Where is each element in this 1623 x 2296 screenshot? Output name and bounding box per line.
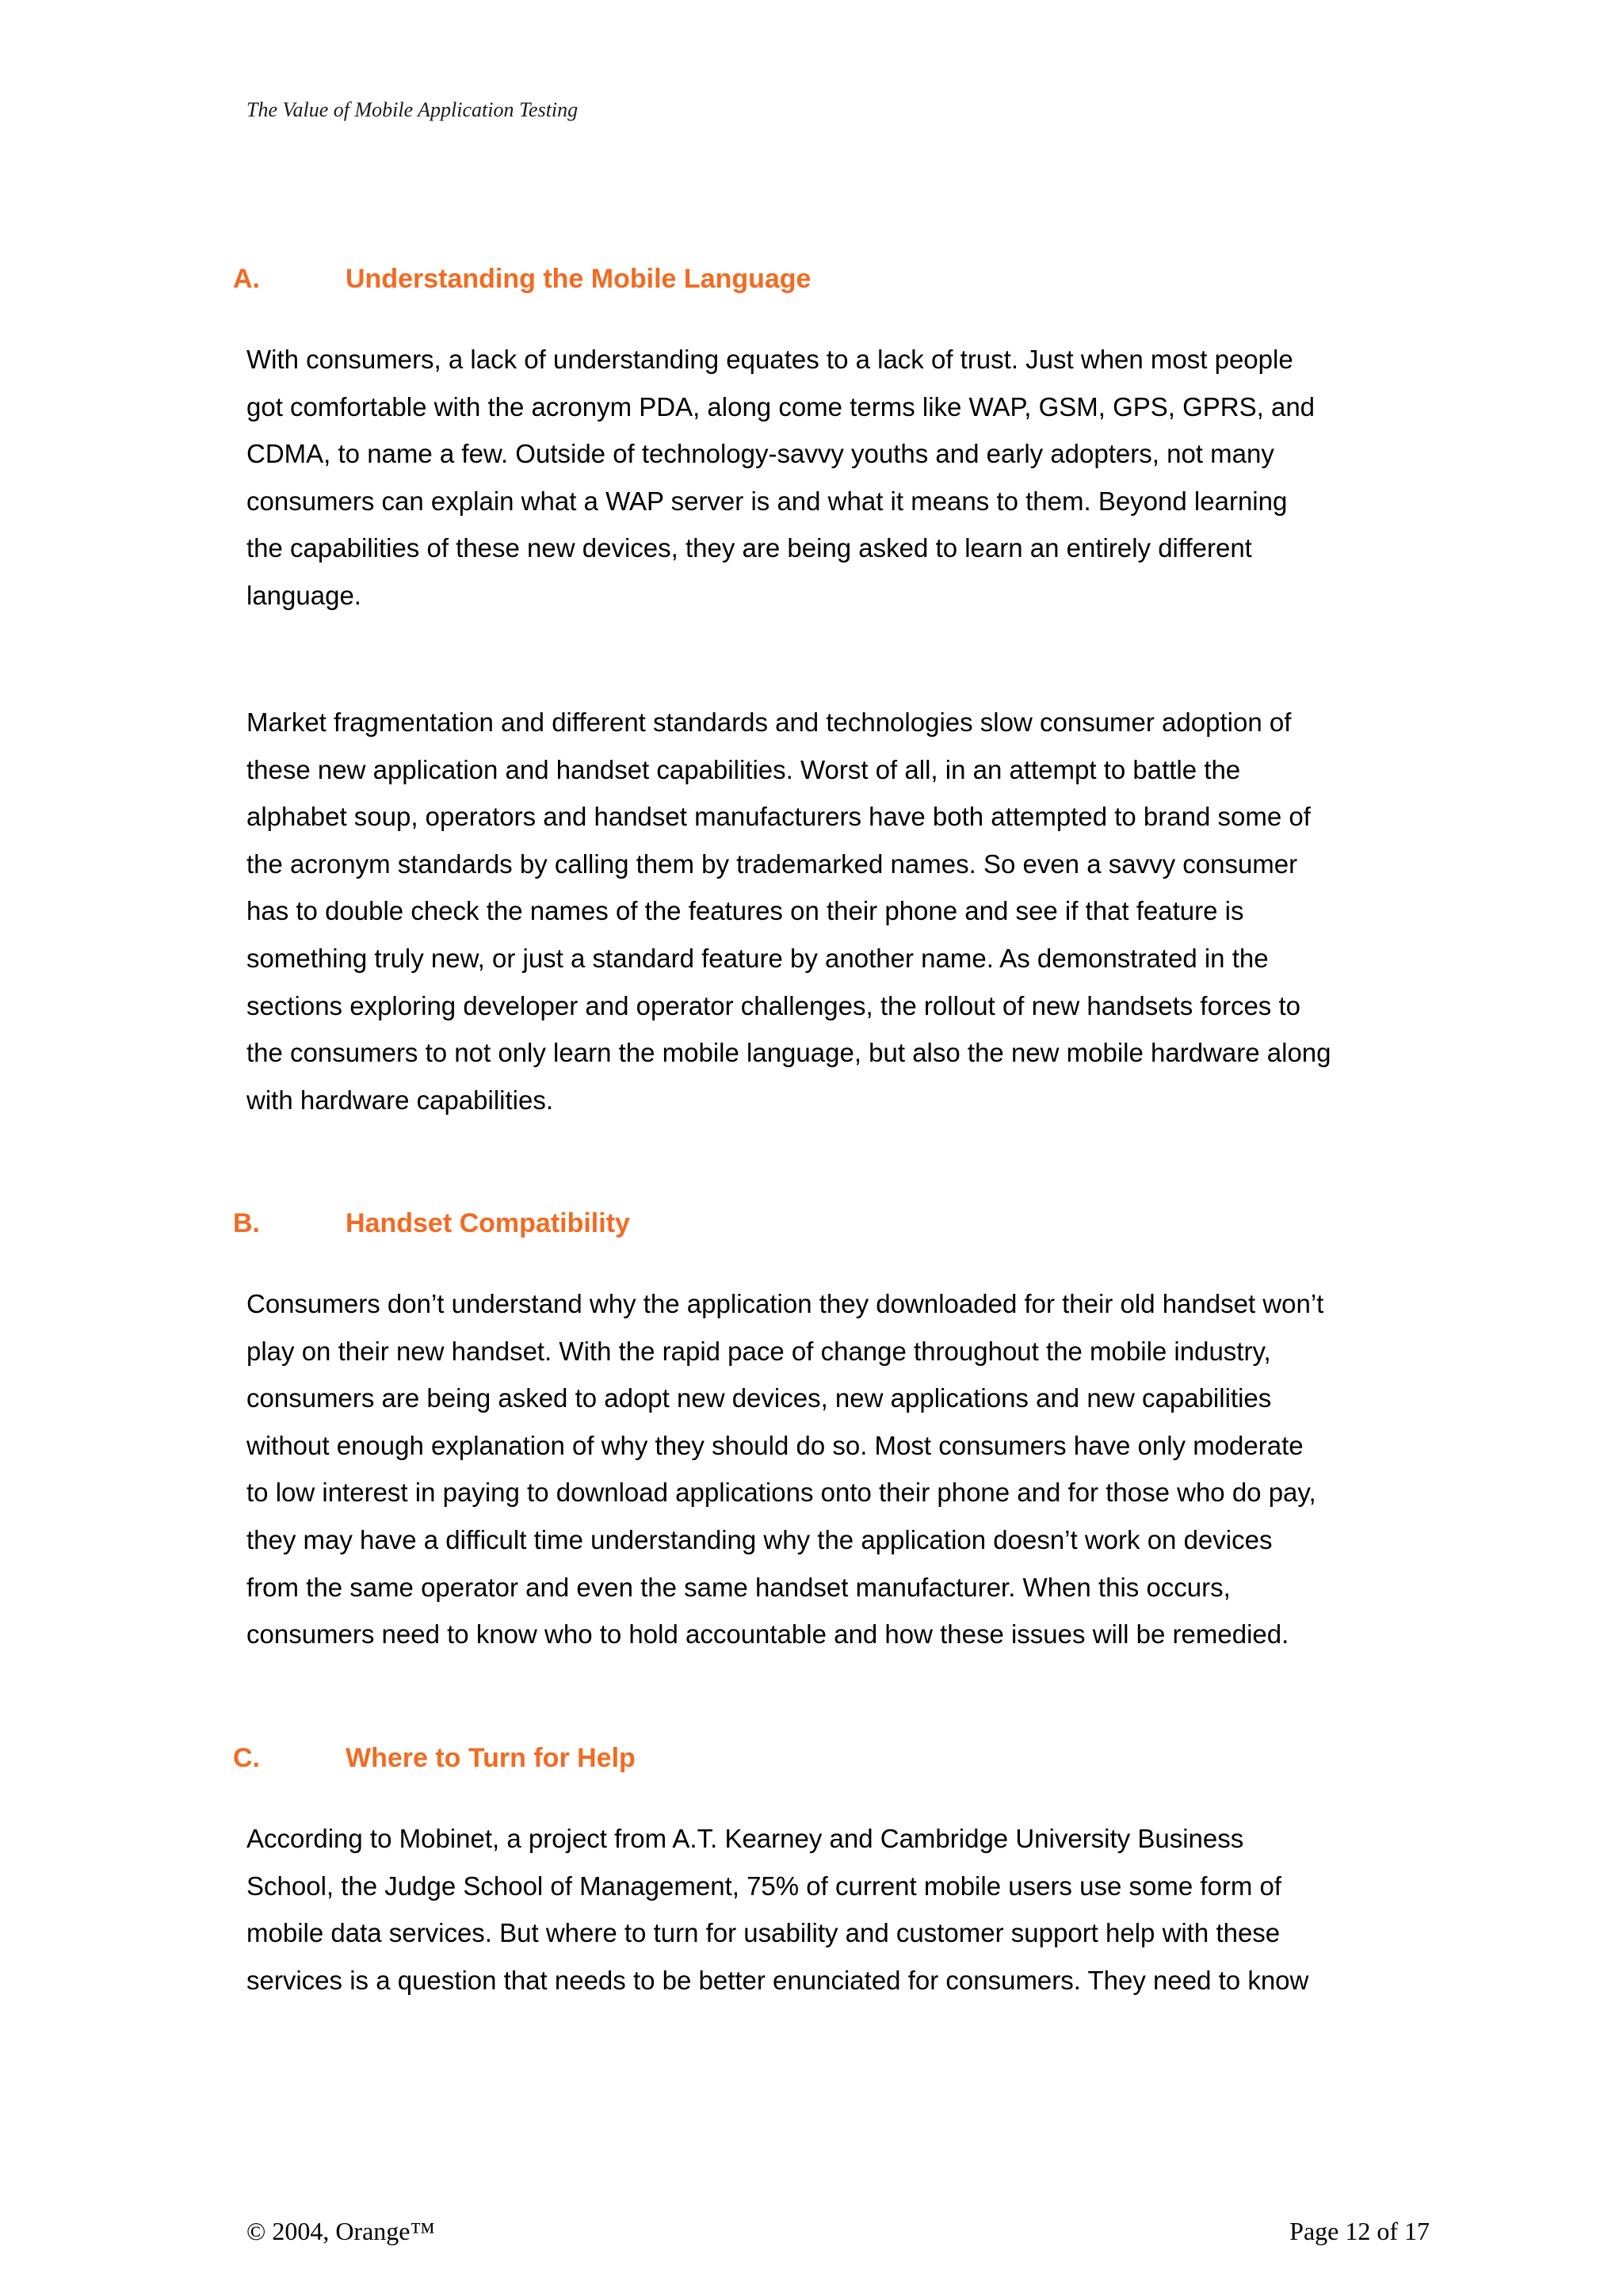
section-letter: B. (233, 1208, 260, 1238)
text-line: Market fragmentation and different standards and technologies slow consumer adoption of (246, 707, 1292, 737)
text-line: consumers are being asked to adopt new devices, new applications and new capabilities (246, 1383, 1272, 1413)
text-line: CDMA, to name a few. Outside of technology-savvy youths and early adopters, not many (246, 439, 1274, 469)
text-line: alphabet soup, operators and handset manufacturers have both attempted to brand some of (246, 802, 1311, 832)
text-line: services is a question that needs to be better enunciated for consumers. They need to know (246, 1965, 1309, 1995)
paragraph (246, 699, 1331, 1123)
text-line: School, the Judge School of Management, 75% of current mobile users use some form of (246, 1871, 1282, 1901)
text-line: consumers need to know who to hold accountable and how these issues will be remedied. (246, 1619, 1289, 1650)
text-line: the acronym standards by calling them by trademarked names. So even a savvy consumer (246, 849, 1298, 879)
footer-page-number: Page 12 of 17 (1289, 2217, 1430, 2245)
text-line: they may have a difficult time understanding why the application doesn’t work on devices (246, 1524, 1273, 1554)
section-letter: A. (233, 264, 260, 294)
text-line: something truly new, or just a standard feature by another name. As demonstrated in the (246, 943, 1269, 973)
text-line: got comfortable with the acronym PDA, along come terms like WAP, GSM, GPS, GPRS, and (246, 391, 1316, 421)
paragraph (246, 336, 1315, 620)
text-line: to low interest in paying to download applications onto their phone and for those who do pay, (246, 1478, 1316, 1508)
text-line: these new application and handset capabilities. Worst of all, in an attempt to battle the (246, 754, 1241, 784)
text-line: with hardware capabilities. (246, 1085, 554, 1115)
section-heading-b (233, 1206, 630, 1241)
text-line: the capabilities of these new devices, they are being asked to learn an entirely different (246, 533, 1252, 563)
text-line: play on their new handset. With the rapid pace of change throughout the mobile industry, (246, 1336, 1271, 1366)
text-line: With consumers, a lack of understanding equates to a lack of trust. Just when most people (246, 345, 1293, 374)
text-line: According to Mobinet, a project from A.T. Kearney and Cambridge University Business (246, 1824, 1244, 1853)
text-line: from the same operator and even the same handset manufacturer. When this occurs, (246, 1572, 1231, 1602)
paragraph (246, 1280, 1323, 1658)
text-line: mobile data services. But where to turn for usability and customer support help with these (246, 1918, 1281, 1948)
section-letter: C. (233, 1743, 260, 1773)
text-line: without enough explanation of why they should do so. Most consumers have only moderate (246, 1430, 1304, 1460)
section-heading-a (233, 261, 811, 296)
section-title: Handset Compatibility (346, 1208, 630, 1238)
running-header: The Value of Mobile Application Testing (246, 98, 579, 121)
section-title: Understanding the Mobile Language (346, 264, 812, 294)
footer-copyright: © 2004, Orange™ (246, 2217, 435, 2245)
text-line: the consumers to not only learn the mobile language, but also the new mobile hardware along (246, 1038, 1331, 1068)
text-line: consumers can explain what a WAP server is and what it means to them. Beyond learning (246, 486, 1288, 516)
section-title: Where to Turn for Help (346, 1743, 636, 1773)
text-line: Consumers don’t understand why the application they downloaded for their old handset won’t (246, 1289, 1324, 1318)
section-heading-c (233, 1741, 636, 1775)
text-line: language. (246, 580, 361, 610)
text-line: sections exploring developer and operator challenges, the rollout of new handsets forces to (246, 990, 1300, 1020)
text-line: has to double check the names of the features on their phone and see if that feature is (246, 896, 1244, 926)
paragraph (246, 1815, 1308, 2004)
